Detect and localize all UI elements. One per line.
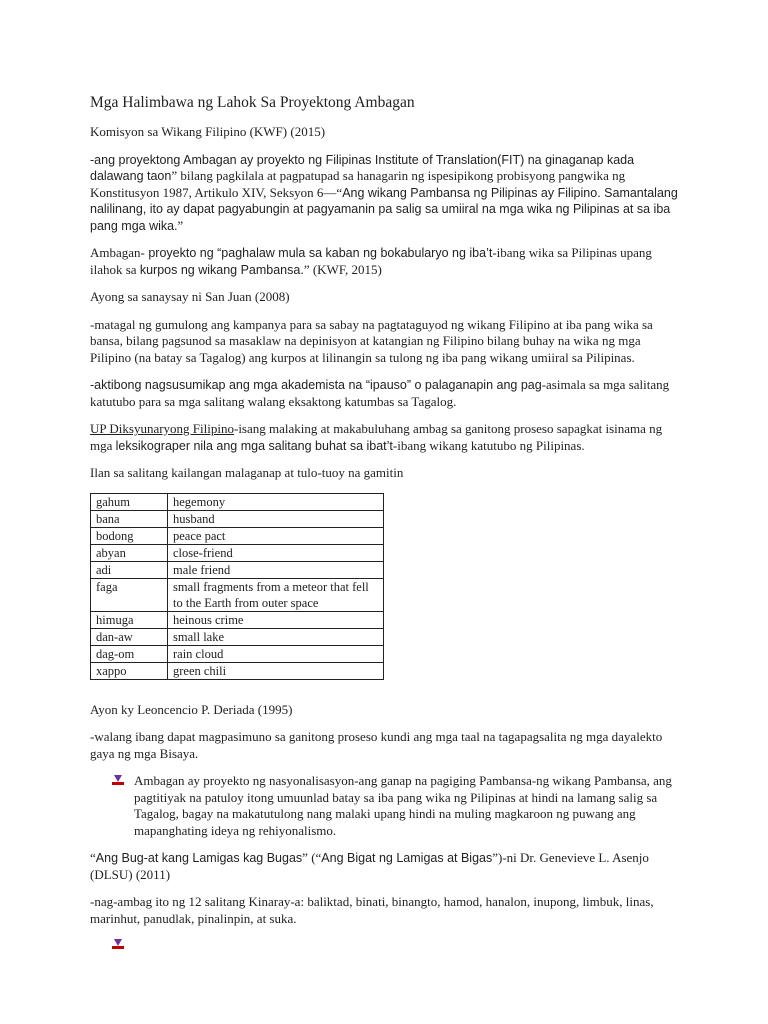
word-term: himuga (91, 611, 168, 628)
word-row (91, 662, 384, 679)
text-segment: Ang Bug-at kang Lamigas kag Bugas (95, 851, 303, 865)
arrow-down-icon (112, 939, 124, 951)
word-meaning: rain cloud (168, 645, 384, 662)
word-row (91, 645, 384, 662)
text-segment: -aktibong nagsusumikap ang mga akademista na “ipauso” o palaganapin ang pag (90, 378, 542, 392)
word-table (90, 493, 384, 680)
word-row (91, 578, 384, 611)
text-segment: Ang wikang Pambansa ng Pilipinas ay Filipino (342, 185, 598, 200)
word-term: faga (91, 578, 168, 611)
word-term: dag-om (91, 645, 168, 662)
text-segment: Ambagan- (90, 245, 145, 260)
document-title: Mga Halimbawa ng Lahok Sa Proyektong Ambagan (90, 94, 415, 111)
paragraph-deriada: Ayon ky Leoncencio P. Deriada (1995) (90, 701, 293, 717)
paragraph-kinaray-a: -nag-ambag ito ng 12 salitang Kinaray-a: baliktad, binati, binangto, hamod, hanalon, inupong, limbuk, linas, marinhut, panudlak, pinalinpin, at suka. (90, 894, 654, 926)
text-segment: “ (90, 850, 96, 865)
word-term: adi (91, 561, 168, 578)
paragraph-word-intro: Ilan sa salitang kailangan malaganap at tulo-tuoy na gamitin (90, 465, 404, 480)
word-term: bana (91, 510, 168, 527)
text-segment: ” (“ (302, 850, 322, 865)
word-meaning: peace pact (168, 527, 384, 544)
text-segment: proyekto ng “paghalaw mula sa kaban ng bokabularyo ng iba’t (144, 246, 493, 260)
word-row (91, 561, 384, 578)
word-row (91, 628, 384, 645)
text-segment: ” bilang pagkilala at pagpatupad sa hanagarin ng ispesipikong probisyong pangwika ng Konstitusyon 1987, Artikulo XIV, Seksyon 6—“ (90, 168, 626, 200)
word-meaning: heinous crime (168, 611, 384, 628)
word-meaning: male friend (168, 561, 384, 578)
word-meaning: husband (168, 510, 384, 527)
text-segment: ” (KWF, 2015) (303, 261, 382, 277)
text-segment: ”)-ni Dr. Genevieve L. Asenjo (DLSU) (2011) (90, 850, 649, 882)
word-row (91, 611, 384, 628)
text-segment: -ibang wikang katutubo ng Pilipinas. (392, 437, 585, 453)
paragraph-up-diksyunaryo (90, 421, 678, 454)
text-segment: . Samantalang nalilinang, ito ay dapat pagyabungin at pagyamanin pa salig sa umiiral na mga wika ng Pilipinas at sa iba pang mga wika (90, 185, 678, 233)
word-row (91, 510, 384, 527)
bullet-text: Ambagan ay proyekto ng nasyonalisasyon-ang ganap na pagiging Pambansa-ng wikang Pambansa, ang pagtitiyak na patuloy itong umuunlad batay sa iba pang wika ng Pilipinas at hindi na lamang salig sa Tagalog, bagay na makatutulong nang malaki upang hindi na muling magkaroon ng puwang ang mapanghating ideya ng rehiyonalismo. (134, 773, 672, 838)
word-meaning: small fragments from a meteor that fell to the Earth from outer space (168, 578, 384, 611)
text-segment: -ang proyektong Ambagan ay proyekto ng Filipinas Institute of Translation(FIT) na ginaganap kada dalawang taon (90, 152, 635, 183)
paragraph-campaign: -matagal ng gumulong ang kampanya para sa sabay na pagtataguyod ng wikang Filipino at iba pang wika sa bansa, bilang pagsunod sa masaklaw na depinisyon at katangian ng Filipino bilang buhay na wika ng mga Pilipino (na batay sa Tagalog) ang kurpos at lilinangin sa tulong ng iba pang wikang umiiral sa Pilipinas. (90, 316, 653, 365)
text-segment: .” (174, 217, 184, 233)
word-table-body (91, 493, 384, 679)
bullet-marker (112, 773, 134, 839)
word-meaning: close-friend (168, 544, 384, 561)
word-meaning: hegemony (168, 493, 384, 510)
word-term: bodong (91, 527, 168, 544)
word-row (91, 544, 384, 561)
empty-bullet (112, 938, 678, 956)
word-term: abyan (91, 544, 168, 561)
text-segment: -asimala sa mga salitang katutubo para sa mga salitang walang eksaktong katumbas sa Tagalog. (90, 377, 670, 409)
word-row (91, 527, 384, 544)
text-segment: UP Diksyunaryong Filipino (90, 421, 234, 436)
text-segment: -ibang wika sa Pilipinas upang ilahok sa (90, 245, 652, 277)
paragraph-ambagan-project (90, 245, 678, 278)
text-segment: Ang Bigat ng Lamigas at Bigas (321, 851, 493, 865)
paragraph-native-speakers: -walang ibang dapat magpasimuno sa ganitong proseso kundi ang mga taal na tagapagsalita ng mga dayalekto gaya ng mga Bisaya. (90, 729, 663, 761)
word-meaning: small lake (168, 628, 384, 645)
text-segment: leksikograper nila ang mga salitang buhat sa ibat’t (115, 438, 393, 453)
text-segment: -isang malaking at makabuluhang ambag sa ganitong proseso sapagkat isinama ng mga (90, 421, 663, 453)
paragraph-academics (90, 377, 678, 410)
text-segment: kurpos ng wikang Pambansa. (139, 262, 304, 277)
paragraph-ambagan-definition (90, 152, 678, 235)
word-row (91, 493, 384, 510)
paragraph-kwf: Komisyon sa Wikang Filipino (KWF) (2015) (90, 124, 326, 139)
bullet-item (112, 773, 678, 839)
paragraph-asenjo (90, 850, 678, 883)
word-meaning: green chili (168, 662, 384, 679)
paragraph-san-juan: Ayong sa sanaysay ni San Juan (2008) (90, 289, 290, 304)
word-term: gahum (91, 493, 168, 510)
word-term: xappo (91, 662, 168, 679)
arrow-down-icon (112, 775, 124, 787)
word-term: dan-aw (91, 628, 168, 645)
